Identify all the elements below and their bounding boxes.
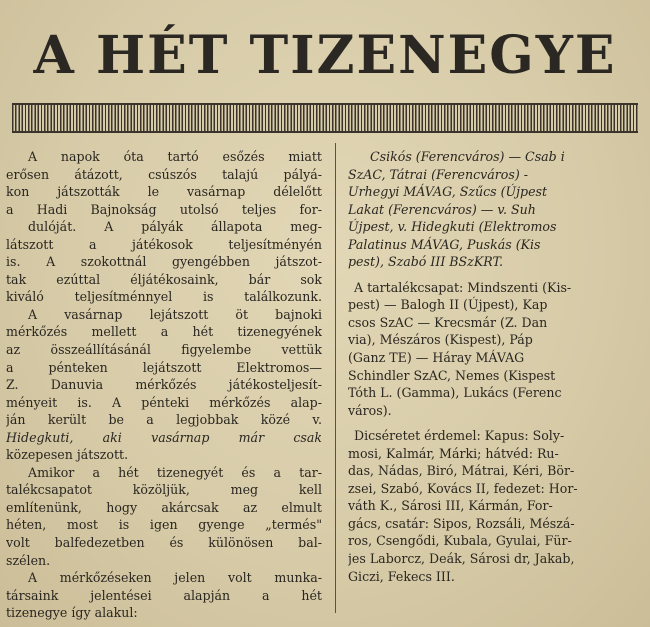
spacer (348, 419, 640, 427)
text-line: a pénteken lejátszott Elektromos— (6, 359, 322, 375)
praise-line: Giczi, Fekecs III. (348, 568, 455, 584)
paragraph (6, 306, 322, 464)
reserve-line: város). (348, 402, 392, 418)
text-line: tak ezúttal éljátékosaink, bár sok (6, 271, 322, 287)
text-line: a Hadi Bajnokság utolsó teljes for- (6, 201, 322, 217)
text-line: Z. Danuvia mérkőzés játékosteljesít- (6, 377, 322, 393)
text-line: is. A szokottnál gyengébben játszot- (6, 254, 322, 270)
praise-line: gács, csatár: Sipos, Rozsáli, Mészá- (348, 515, 575, 531)
lineup-line: Újpest, v. Hidegkuti (Elektromos (348, 219, 557, 235)
text-line: társaink jelentései alapján a hét (6, 587, 322, 603)
lineup-line: Csikós (Ferencváros) — Csab i (370, 149, 565, 164)
text-line: az összeállításánál figyelembe vettük (6, 342, 322, 358)
text-line: mérkőzés mellett a hét tizenegyének (6, 324, 322, 340)
paragraph (6, 569, 322, 622)
text-line: tizenegye így alakul: (6, 605, 138, 621)
text-line: héten, most is igen gyenge „termés" (6, 517, 322, 533)
text-line: ján került be a legjobbak közé v. (6, 412, 322, 428)
reserve-line: csos SzAC — Krecsmár (Z. Dan (348, 314, 548, 330)
praise-line: mosi, Kalmár, Márki; hátvéd: Ru- (348, 445, 559, 461)
text-line: Hidegkuti, aki vasárnap már csak (6, 429, 322, 445)
reserve-line: Tóth L. (Gamma), Lukács (Ferenc (348, 385, 562, 401)
text-line: volt balfedezetben és különösen bal- (6, 535, 322, 551)
text-line: dulóját. A pályák állapota meg- (28, 219, 322, 235)
text-line: Amikor a hét tizenegyét és a tar- (28, 464, 322, 480)
praise-line: zsei, Szabó, Kovács II, fedezet: Hor- (348, 480, 578, 496)
text-line: A vasárnap lejátszott öt bajnoki (28, 306, 322, 322)
text-line: említenünk, hogy akárcsak az elmult (6, 499, 322, 515)
lineup-line: pest), Szabó III BSzKRT. (348, 254, 504, 270)
spacer (348, 271, 640, 279)
lineup-block (348, 148, 640, 271)
text-line: kon játszották le vasárnap délelőtt (6, 184, 322, 200)
text-line: talékcsapatot közöljük, meg kell (6, 482, 322, 498)
text-line: közepesen játszott. (6, 447, 129, 463)
headline: A HÉT TIZENEGYE (33, 25, 617, 86)
praise-line: das, Nádas, Biró, Mátrai, Kéri, Bör- (348, 463, 575, 479)
text-line: kiváló teljesítménnyel is találkozunk. (6, 289, 322, 305)
reserve-line: A tartalékcsapat: Mindszenti (Kis- (354, 279, 572, 295)
reserve-block (348, 279, 640, 419)
praise-line: jes Laborcz, Deák, Sárosi dr, Jakab, (348, 551, 575, 567)
praise-block (348, 427, 640, 585)
praise-line: ros, Csengődi, Kubala, Gyulai, Für- (348, 533, 572, 549)
text-line: erősen átázott, csúszós talajú pályá- (6, 166, 322, 182)
right-column (348, 148, 640, 585)
text-line: A mérkőzéseken jelen volt munka- (28, 570, 322, 586)
praise-line: váth K., Sárosi III, Kármán, For- (348, 498, 553, 514)
lineup-line: Urhegyi MÁVAG, Szűcs (Újpest (348, 184, 548, 200)
reserve-line: Schindler SzAC, Nemes (Kispest (348, 367, 556, 383)
text-line: látszott a játékosok teljesítményén (6, 236, 322, 252)
paragraph (6, 464, 322, 569)
paragraph (6, 148, 322, 306)
reserve-line: (Ganz TE) — Háray MÁVAG (348, 350, 525, 366)
decorative-rule (12, 103, 638, 133)
praise-line: Dicséretet érdemel: Kapus: Soly- (354, 428, 565, 444)
reserve-line: via), Mészáros (Kispest), Páp (348, 332, 533, 348)
text-line: szélen. (6, 552, 51, 568)
left-column (6, 148, 322, 622)
text-line: ményeit is. A pénteki mérkőzés alap- (6, 394, 322, 410)
lineup-line: SzAC, Tátrai (Ferencváros) - (348, 166, 529, 182)
text-line: A napok óta tartó esőzés miatt (28, 149, 322, 164)
lineup-line: Palatinus MÁVAG, Puskás (Kis (348, 236, 541, 252)
lineup-line: Lakat (Ferencváros) — v. Suh (348, 201, 536, 217)
column-divider (335, 143, 336, 613)
reserve-line: pest) — Balogh II (Újpest), Kap (348, 297, 548, 313)
